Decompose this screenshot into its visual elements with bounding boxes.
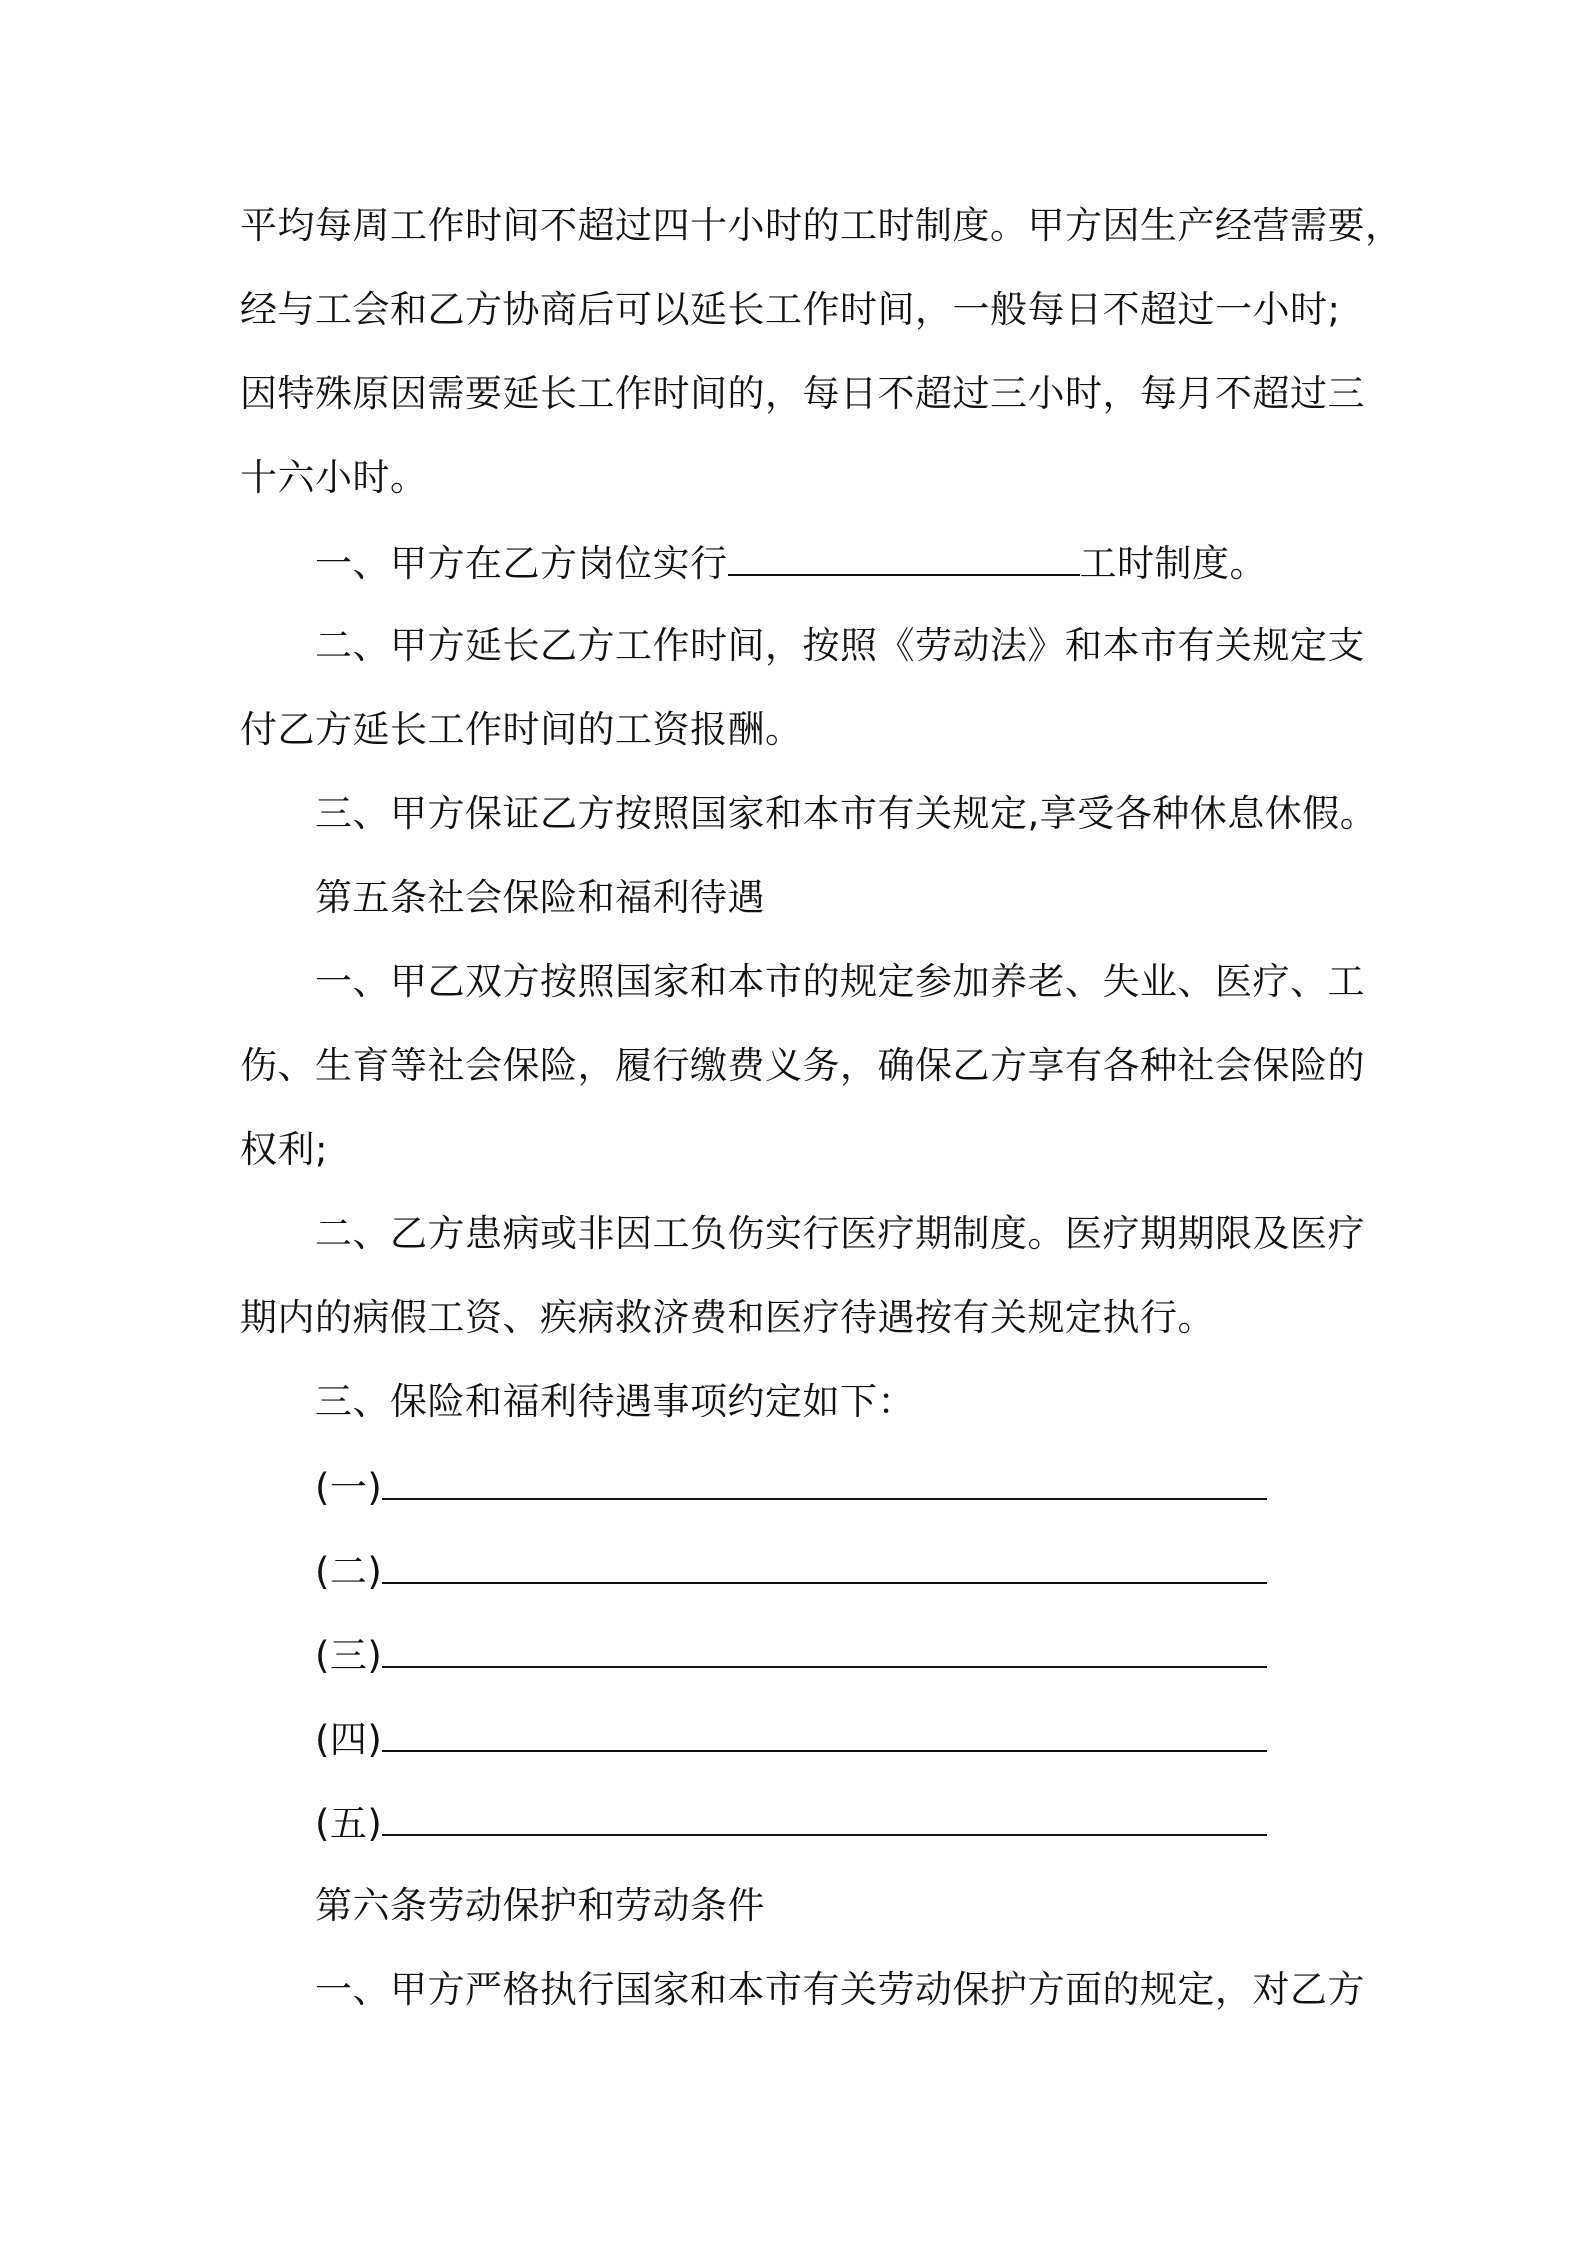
fill-blank[interactable] — [728, 540, 1080, 576]
clause-overtime-line: 二、甲方延长乙方工作时间，按照《劳动法》和本市有关规定支 — [315, 624, 1365, 667]
fill-blank[interactable] — [382, 1464, 1267, 1500]
fill-item-label: (四) — [315, 1718, 383, 1761]
fill-item — [315, 1548, 1267, 1594]
fill-item — [315, 1464, 1267, 1510]
fill-blank[interactable] — [382, 1716, 1267, 1752]
article-5-item-2-line: 期内的病假工资、疾病救济费和医疗待遇按有关规定执行。 — [240, 1296, 1215, 1339]
fill-blank[interactable] — [382, 1548, 1267, 1584]
fill-item — [315, 1632, 1267, 1678]
clause-prefix: 一、甲方在乙方岗位实行 — [315, 542, 728, 585]
fill-blank[interactable] — [382, 1800, 1267, 1836]
paragraph-line: 经与工会和乙方协商后可以延长工作时间，一般每日不超过一小时; — [240, 288, 1341, 331]
paragraph-line: 因特殊原因需要延长工作时间的，每日不超过三小时，每月不超过三 — [240, 372, 1365, 415]
clause-work-hours — [315, 540, 1267, 586]
fill-item-label: (一) — [315, 1466, 383, 1509]
paragraph-line: 十六小时。 — [240, 456, 428, 499]
clause-overtime-line: 付乙方延长工作时间的工资报酬。 — [240, 708, 803, 751]
article-5-item-1-line: 权利; — [240, 1128, 328, 1171]
fill-item — [315, 1800, 1267, 1846]
fill-item-label: (二) — [315, 1550, 383, 1593]
article-5-item-1-line: 一、甲乙双方按照国家和本市的规定参加养老、失业、医疗、工 — [315, 960, 1365, 1003]
article-5-item-1-line: 伤、生育等社会保险，履行缴费义务，确保乙方享有各种社会保险的 — [240, 1044, 1365, 1087]
article-5-item-2-line: 二、乙方患病或非因工负伤实行医疗期制度。医疗期期限及医疗 — [315, 1212, 1365, 1255]
article-5-title: 第五条社会保险和福利待遇 — [315, 876, 765, 919]
article-6-title: 第六条劳动保护和劳动条件 — [315, 1884, 765, 1927]
fill-blank[interactable] — [382, 1632, 1267, 1668]
fill-item-label: (五) — [315, 1802, 383, 1845]
clause-rest: 三、甲方保证乙方按照国家和本市有关规定,享受各种休息休假。 — [315, 792, 1378, 835]
article-5-item-3: 三、保险和福利待遇事项约定如下： — [315, 1380, 915, 1423]
article-6-item-1: 一、甲方严格执行国家和本市有关劳动保护方面的规定，对乙方 — [315, 1968, 1365, 2011]
clause-suffix: 工时制度。 — [1079, 542, 1267, 585]
fill-item — [315, 1716, 1267, 1762]
fill-item-label: (三) — [315, 1634, 383, 1677]
paragraph-line: 平均每周工作时间不超过四十小时的工时制度。甲方因生产经营需要， — [240, 204, 1403, 247]
